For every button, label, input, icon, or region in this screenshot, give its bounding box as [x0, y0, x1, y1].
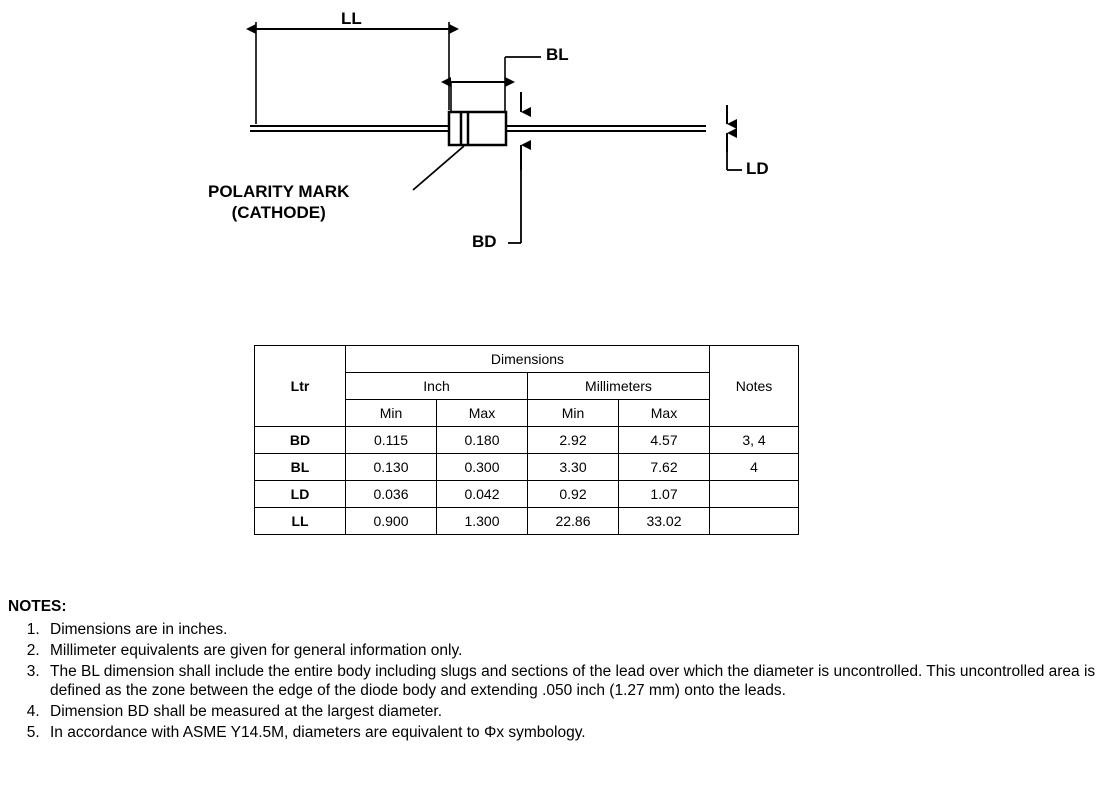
row-ld-mm-min: 0.92 — [528, 481, 619, 508]
bd-label: BD — [472, 232, 497, 251]
ld-dimension — [727, 105, 742, 170]
table-header-row-1 — [255, 346, 799, 373]
table-row — [255, 508, 799, 535]
list-item: 1. Dimensions are in inches. — [44, 620, 1108, 640]
diode-body — [449, 112, 506, 145]
list-item: 5. In accordance with ASME Y14.5M, diameters are equivalent to Φx symbology. — [44, 723, 1108, 743]
row-bl-notes: 4 — [710, 454, 799, 481]
list-item: 3. The BL dimension shall include the entire body including slugs and sections of the lead over which the diameter is uncontrolled. This uncontrolled area is defined as the zone between the edge of the diode body and extending .050 inch (1.27 mm) onto the leads. — [44, 662, 1108, 702]
table-row — [255, 481, 799, 508]
dimensions-table — [254, 345, 799, 535]
notes-section — [8, 598, 1108, 744]
row-bd-mm-max: 4.57 — [619, 427, 710, 454]
notes-list — [8, 620, 1108, 743]
row-bd-inch-min: 0.115 — [346, 427, 437, 454]
row-bd-mm-min: 2.92 — [528, 427, 619, 454]
row-bd-notes: 3, 4 — [710, 427, 799, 454]
bd-dimension — [508, 92, 521, 243]
row-bl-mm-min: 3.30 — [528, 454, 619, 481]
row-ll-mm-max: 33.02 — [619, 508, 710, 535]
list-item: 4. Dimension BD shall be measured at the largest diameter. — [44, 702, 1108, 722]
header-ltr: Ltr — [255, 346, 346, 427]
row-ll-ltr: LL — [255, 508, 346, 535]
table-row — [255, 427, 799, 454]
row-bl-mm-max: 7.62 — [619, 454, 710, 481]
notes-title: NOTES: — [8, 598, 67, 615]
dimensions-table-container — [254, 345, 799, 535]
bl-label: BL — [546, 45, 569, 64]
polarity-mark-line2: (CATHODE) — [231, 203, 326, 223]
diode-outline-drawing — [0, 0, 1116, 300]
row-bl-inch-min: 0.130 — [346, 454, 437, 481]
row-bd-ltr: BD — [255, 427, 346, 454]
list-item: 2. Millimeter equivalents are given for general information only. — [44, 641, 1108, 661]
row-bl-ltr: BL — [255, 454, 346, 481]
polarity-mark-label — [208, 181, 349, 224]
header-mm-max: Max — [619, 400, 710, 427]
polarity-mark-leader — [413, 146, 464, 190]
bl-dimension — [451, 57, 541, 112]
row-ld-mm-max: 1.07 — [619, 481, 710, 508]
header-inch: Inch — [346, 373, 528, 400]
row-ll-inch-min: 0.900 — [346, 508, 437, 535]
row-ld-inch-min: 0.036 — [346, 481, 437, 508]
header-inch-min: Min — [346, 400, 437, 427]
row-ld-ltr: LD — [255, 481, 346, 508]
header-notes: Notes — [710, 346, 799, 427]
row-ld-inch-max: 0.042 — [437, 481, 528, 508]
table-row — [255, 454, 799, 481]
header-mm-min: Min — [528, 400, 619, 427]
row-bl-inch-max: 0.300 — [437, 454, 528, 481]
ll-label: LL — [341, 9, 362, 28]
polarity-mark-line1: POLARITY MARK — [208, 182, 350, 201]
header-millimeters: Millimeters — [528, 373, 710, 400]
ll-dimension — [256, 22, 449, 124]
row-ll-notes — [710, 508, 799, 535]
ld-label: LD — [746, 159, 769, 178]
row-bd-inch-max: 0.180 — [437, 427, 528, 454]
header-dimensions: Dimensions — [346, 346, 710, 373]
row-ld-notes — [710, 481, 799, 508]
header-inch-max: Max — [437, 400, 528, 427]
row-ll-mm-min: 22.86 — [528, 508, 619, 535]
row-ll-inch-max: 1.300 — [437, 508, 528, 535]
